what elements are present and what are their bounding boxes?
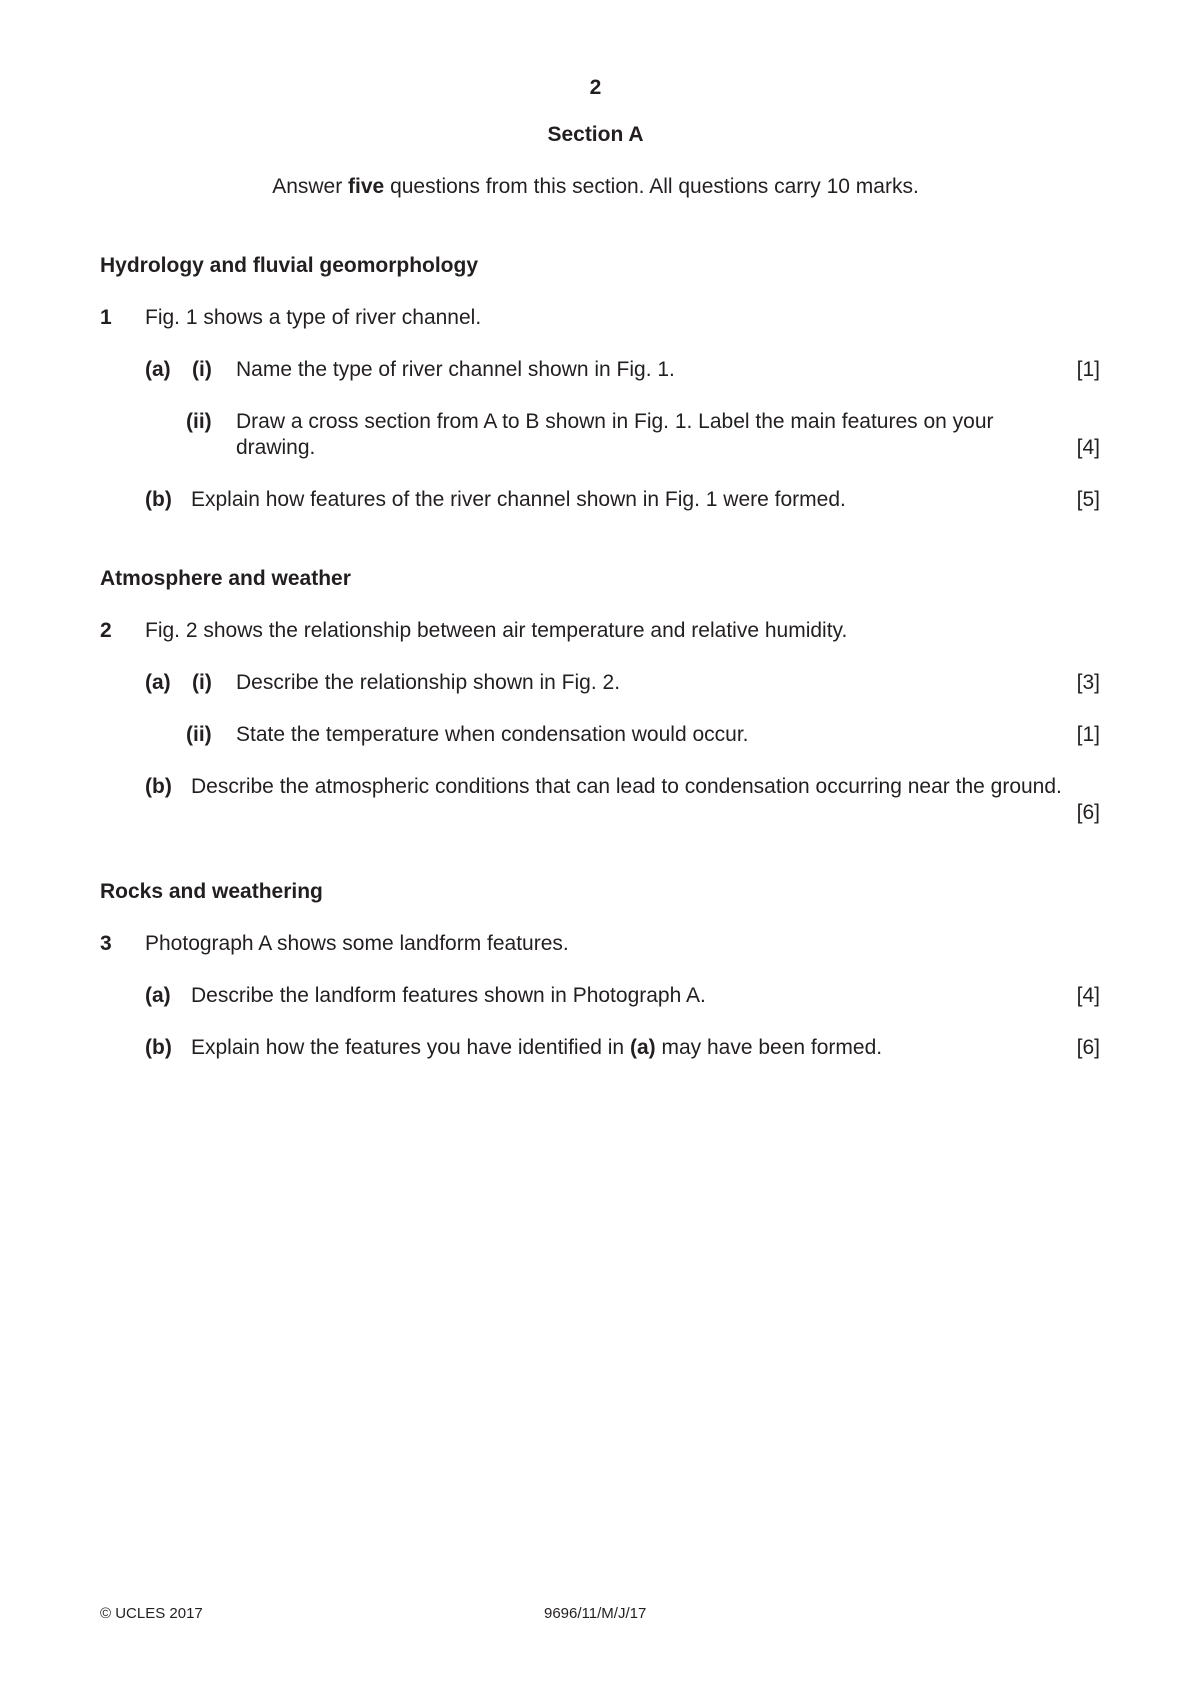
q3-part-b-text: [191, 1035, 882, 1061]
instructions-bold: five: [348, 175, 385, 198]
q2-part-b-label: (b): [145, 775, 172, 798]
q3-part-b-marks: [6]: [1076, 1036, 1100, 1059]
q1-part-a-i-marks: [1]: [1076, 358, 1100, 381]
q2-part-a-ii-marks: [1]: [1076, 723, 1100, 746]
q1-part-a-ii-marks: [4]: [1076, 436, 1100, 459]
section-heading-rocks: Rocks and weathering: [100, 880, 323, 903]
instructions-before: Answer: [272, 175, 349, 198]
footer-copyright: © UCLES 2017: [100, 1605, 203, 1622]
q2-part-b-text: Describe the atmospheric conditions that can lead to condensation occurring near the ground.: [191, 775, 1062, 798]
footer-code: 9696/11/M/J/17: [544, 1605, 647, 1622]
instructions-after: questions from this section. All questions carry 10 marks.: [384, 175, 919, 198]
q3-part-a-marks: [4]: [1076, 984, 1100, 1007]
q2-part-b-marks: [6]: [1076, 801, 1100, 824]
q3-part-b-text-after: may have been formed.: [655, 1036, 883, 1059]
q1-part-a-ii-text-line2: drawing.: [236, 436, 316, 459]
q2-part-a-i-label: (i): [192, 671, 212, 694]
q2-part-a-label: (a): [145, 671, 171, 694]
q2-part-a-ii-text: State the temperature when condensation would occur.: [236, 723, 749, 746]
question-1-stem: Fig. 1 shows a type of river channel.: [145, 306, 482, 329]
q1-part-a-label: (a): [145, 358, 171, 381]
q2-part-a-i-marks: [3]: [1076, 671, 1100, 694]
q3-part-a-label: (a): [145, 984, 171, 1007]
q1-part-a-i-label: (i): [192, 358, 212, 381]
q2-part-a-ii-label: (ii): [186, 723, 212, 746]
section-heading-atmosphere: Atmosphere and weather: [100, 567, 351, 590]
q3-part-b-text-bold: (a): [629, 1036, 656, 1059]
q1-part-a-ii-label: (ii): [186, 410, 212, 433]
instructions: [0, 174, 1191, 200]
q1-part-a-i-text: Name the type of river channel shown in Fig. 1.: [236, 358, 675, 381]
q3-part-b-label: (b): [145, 1036, 172, 1059]
q1-part-b-text: Explain how features of the river channel shown in Fig. 1 were formed.: [191, 488, 846, 511]
question-number-3: 3: [100, 932, 112, 955]
q3-part-b-text-before: Explain how the features you have identified in: [191, 1036, 630, 1059]
q3-part-a-text: Describe the landform features shown in Photograph A.: [191, 984, 706, 1007]
section-heading-hydrology: Hydrology and fluvial geomorphology: [100, 254, 479, 277]
page-number: 2: [589, 76, 602, 99]
section-title: Section A: [547, 123, 644, 146]
q1-part-b-label: (b): [145, 488, 172, 511]
q1-part-a-ii-text-line1: Draw a cross section from A to B shown in Fig. 1. Label the main features on your: [236, 410, 994, 433]
question-number-1: 1: [100, 306, 112, 329]
q2-part-a-i-text: Describe the relationship shown in Fig. 2.: [236, 671, 621, 694]
question-3-stem: Photograph A shows some landform features.: [145, 932, 569, 955]
question-number-2: 2: [100, 619, 112, 642]
question-2-stem: Fig. 2 shows the relationship between air temperature and relative humidity.: [145, 619, 848, 642]
q1-part-b-marks: [5]: [1076, 488, 1100, 511]
